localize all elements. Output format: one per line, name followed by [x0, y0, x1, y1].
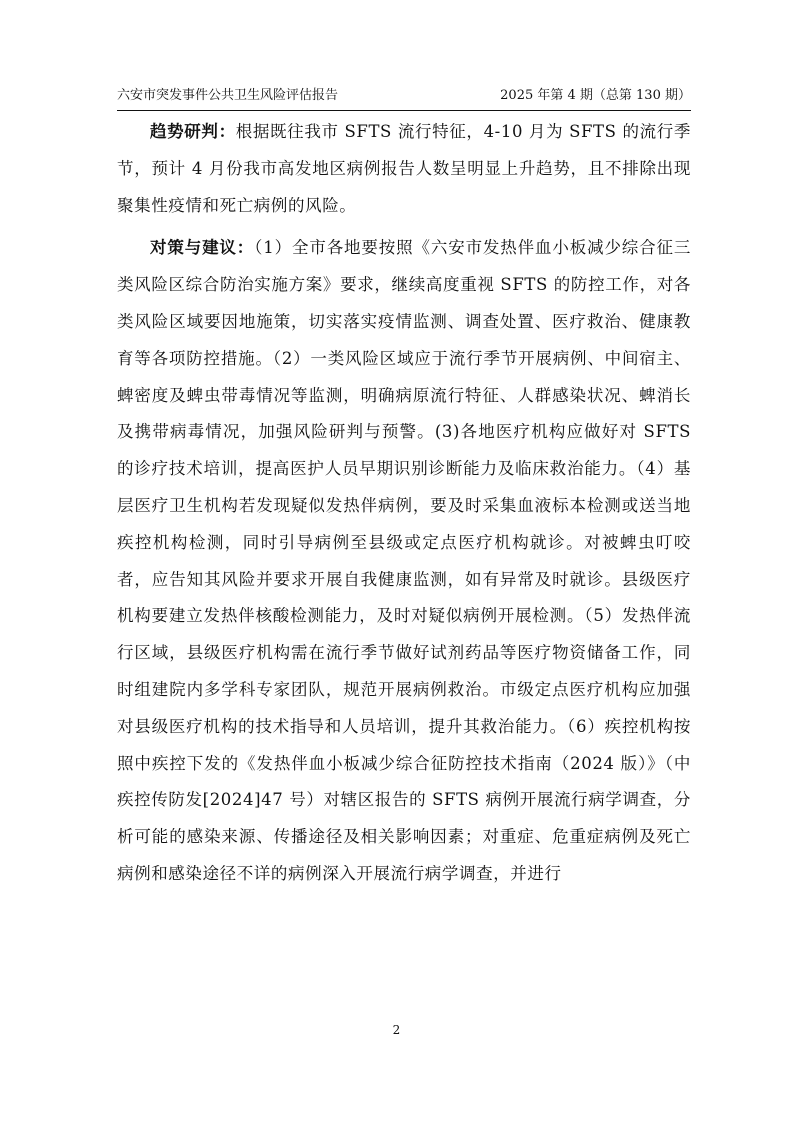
- issue-number: 2025 年第 4 期（总第 130 期）: [500, 88, 691, 103]
- page-number: 2: [392, 1023, 401, 1037]
- measures-text: （1）全市各地要按照《六安市发热伴血小板减少综合征三类风险区综合防治实施方案》要求，继续高度重视 SFTS 的防控工作，对各类风险区域要因地施策，切实落实疫情监测、调查处置、医疗救治、健康教育等各项防控措施。（2）一类风险区域应于流行季节开展病例、中间宿主、蜱密度及蜱虫带毒情况等监测，明确病原流行特征、人群感染状况、蜱消长及携带病毒情况，加强风险研判与预警。(3)各地医疗机构应做好对 SFTS 的诊疗技术培训，提高医护人员早期识别诊断能力及临床救治能力。（4）基层医疗卫生机构若发现疑似发热伴病例，要及时采集血液标本检测或送当地疾控机构检测，同时引导病例至县级或定点医疗机构就诊。对被蜱虫叮咬者，应告知其风险并要求开展自我健康监测，如有异常及时就诊。县级医疗机构要建立发热伴核酸检测能力，及时对疑似病例开展检测。（5）发热伴流行区域，县级医疗机构需在流行季节做好试剂药品等医疗物资储备工作，同时组建院内多学科专家团队，规范开展病例救治。市级定点医疗机构应加强对县级医疗机构的技术指导和人员培训，提升其救治能力。（6）疾控机构按照中疾控下发的《发热伴血小板减少综合征防控技术指南（2024 版）》（中疾控传防发[2024]47 号）对辖区报告的 SFTS 病例开展流行病学调查，分析可能的感染来源、传播途径及相关影响因素；对重症、危重症病例及死亡病例和感染途径不详的病例深入开展流行病学调查，并进行: [117, 238, 691, 883]
- trend-paragraph: [117, 114, 691, 224]
- measures-paragraph: [117, 230, 691, 892]
- report-title: 六安市突发事件公共卫生风险评估报告: [117, 88, 339, 103]
- document-body: [117, 114, 691, 893]
- trend-label: 趋势研判：: [150, 122, 236, 141]
- page-header: [117, 86, 691, 111]
- trend-text: 根据既往我市 SFTS 流行特征，4-10 月为 SFTS 的流行季节，预计 4 月份我市高发地区病例报告人数呈明显上升趋势，且不排除出现聚集性疫情和死亡病例的风险。: [117, 122, 691, 215]
- measures-label: 对策与建议：: [150, 238, 255, 258]
